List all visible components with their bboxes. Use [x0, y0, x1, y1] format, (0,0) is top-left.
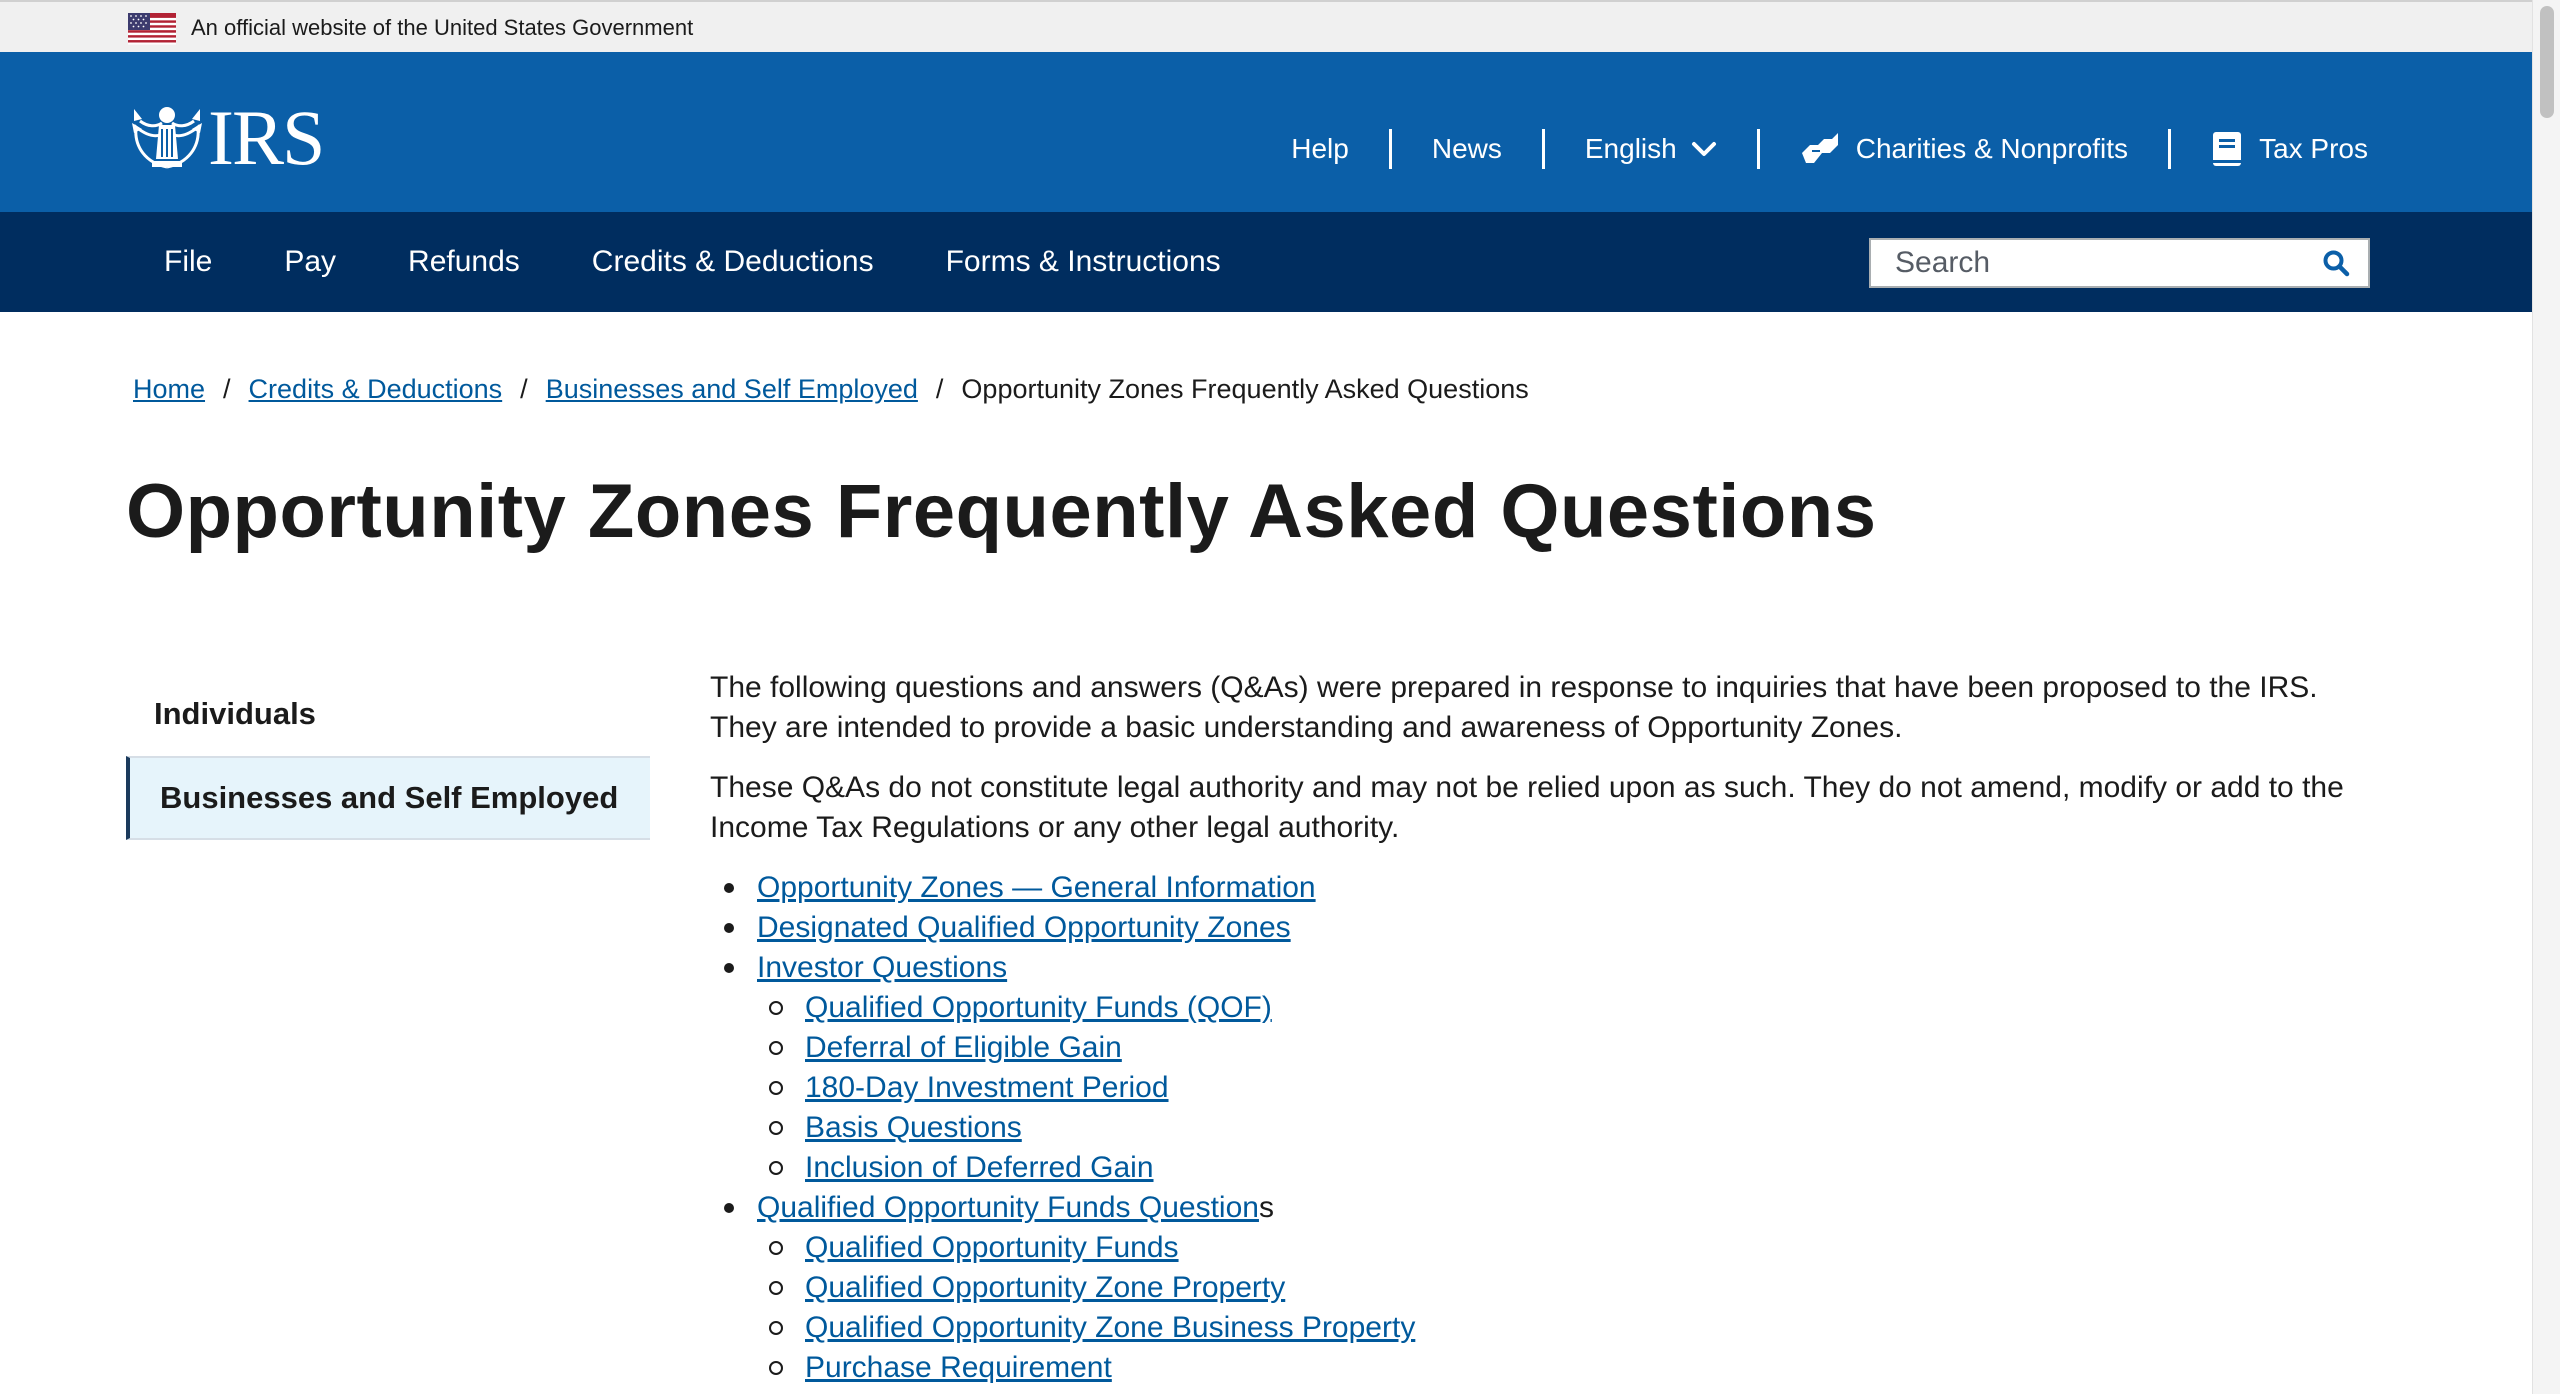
scrollbar-thumb[interactable] — [2540, 6, 2554, 118]
utility-nav — [1291, 126, 2368, 172]
link-qualified-opportunity-funds[interactable]: Qualified Opportunity Funds — [805, 1231, 1179, 1264]
util-charities-link[interactable] — [1757, 129, 2168, 169]
search-icon — [2322, 249, 2350, 277]
list-item — [757, 1108, 2390, 1148]
search-input[interactable] — [1871, 246, 2311, 280]
charity-handshake-icon — [1800, 131, 1840, 167]
sidebar-item-businesses[interactable]: Businesses and Self Employed — [126, 756, 650, 840]
link-designated-zones[interactable]: Designated Qualified Opportunity Zones — [757, 911, 1291, 944]
breadcrumb-current: Opportunity Zones Frequently Asked Questions — [961, 374, 1529, 404]
breadcrumb — [133, 372, 1529, 406]
qof-sublist — [757, 1228, 2390, 1388]
util-taxpros-link[interactable] — [2168, 129, 2368, 169]
language-selector[interactable] — [1542, 129, 1757, 169]
list-item — [757, 1348, 2390, 1388]
us-flag-icon — [128, 13, 176, 45]
sidebar — [126, 680, 650, 840]
list-item — [757, 1028, 2390, 1068]
util-news-label: News — [1431, 133, 1502, 164]
link-deferral-gain[interactable]: Deferral of Eligible Gain — [805, 1031, 1122, 1064]
nav-pay[interactable]: Pay — [284, 245, 337, 278]
link-qof-questions[interactable]: Qualified Opportunity Funds Question — [757, 1191, 1259, 1224]
qof-questions-suffix: s — [1258, 1191, 1274, 1224]
chevron-down-icon — [1691, 140, 1717, 158]
link-investor-questions[interactable]: Investor Questions — [757, 951, 1008, 984]
logo-text: IRS — [208, 94, 324, 181]
investor-sublist — [757, 988, 2390, 1188]
list-item — [757, 1068, 2390, 1108]
gov-banner — [0, 0, 2532, 52]
list-item — [710, 868, 2390, 908]
list-item — [710, 1188, 2390, 1388]
gov-banner-text: An official website of the United States Government — [191, 15, 694, 40]
link-180-day[interactable]: 180-Day Investment Period — [805, 1071, 1169, 1104]
util-help-label: Help — [1291, 133, 1349, 164]
page-scrollbar[interactable] — [2532, 0, 2560, 1394]
faq-link-list — [710, 868, 2390, 1388]
link-qoz-business-property[interactable]: Qualified Opportunity Zone Business Property — [805, 1311, 1416, 1344]
breadcrumb-separator: / — [223, 374, 231, 404]
search-box — [1869, 238, 2370, 288]
irs-logo[interactable] — [128, 94, 324, 181]
sidebar-item-individuals[interactable]: Individuals — [154, 696, 316, 731]
list-item — [757, 1268, 2390, 1308]
breadcrumb-separator: / — [935, 374, 944, 404]
list-item — [710, 908, 2390, 948]
util-charities-label: Charities & Nonprofits — [1855, 133, 2129, 164]
nav-refunds[interactable]: Refunds — [408, 245, 520, 278]
list-item — [757, 1308, 2390, 1348]
link-qoz-property[interactable]: Qualified Opportunity Zone Property — [805, 1271, 1286, 1304]
util-news-link[interactable] — [1389, 129, 1542, 169]
nav-forms-instructions[interactable]: Forms & Instructions — [945, 245, 1221, 278]
breadcrumb-credits-deductions[interactable]: Credits & Deductions — [248, 374, 503, 404]
main-content — [710, 668, 2390, 1388]
intro-paragraph: The following questions and answers (Q&As) were prepared in response to inquiries that have been proposed to the IRS. They are intended to provide a basic understanding and awareness of Opportunity Zones. — [710, 671, 2318, 744]
breadcrumb-home[interactable]: Home — [133, 374, 206, 404]
main-nav — [0, 212, 2532, 312]
util-help-link[interactable] — [1291, 129, 1389, 169]
irs-eagle-icon — [128, 101, 206, 175]
list-item — [757, 1228, 2390, 1268]
search-button[interactable] — [2311, 240, 2361, 286]
util-taxpros-label: Tax Pros — [2259, 133, 2368, 164]
nav-file[interactable]: File — [164, 245, 213, 278]
breadcrumb-separator: / — [520, 374, 528, 404]
page-title: Opportunity Zones Frequently Asked Questions — [126, 469, 1877, 554]
link-purchase-requirement[interactable]: Purchase Requirement — [805, 1351, 1112, 1384]
list-item — [757, 988, 2390, 1028]
link-qof[interactable]: Qualified Opportunity Funds (QOF) — [805, 991, 1272, 1024]
disclaimer-paragraph: These Q&As do not constitute legal authority and may not be relied upon as such. They do not amend, modify or add to the Income Tax Regulations or any other legal authority. — [710, 771, 2344, 844]
link-general-info[interactable]: Opportunity Zones — General Information — [757, 871, 1316, 904]
link-inclusion-gain[interactable]: Inclusion of Deferred Gain — [805, 1151, 1154, 1184]
list-item — [710, 948, 2390, 1188]
language-label: English — [1584, 133, 1677, 164]
breadcrumb-businesses[interactable]: Businesses and Self Employed — [545, 374, 918, 404]
top-header — [0, 52, 2532, 212]
book-icon — [2211, 130, 2243, 168]
list-item — [757, 1148, 2390, 1188]
link-basis-questions[interactable]: Basis Questions — [805, 1111, 1022, 1144]
nav-credits-deductions[interactable]: Credits & Deductions — [591, 245, 874, 278]
